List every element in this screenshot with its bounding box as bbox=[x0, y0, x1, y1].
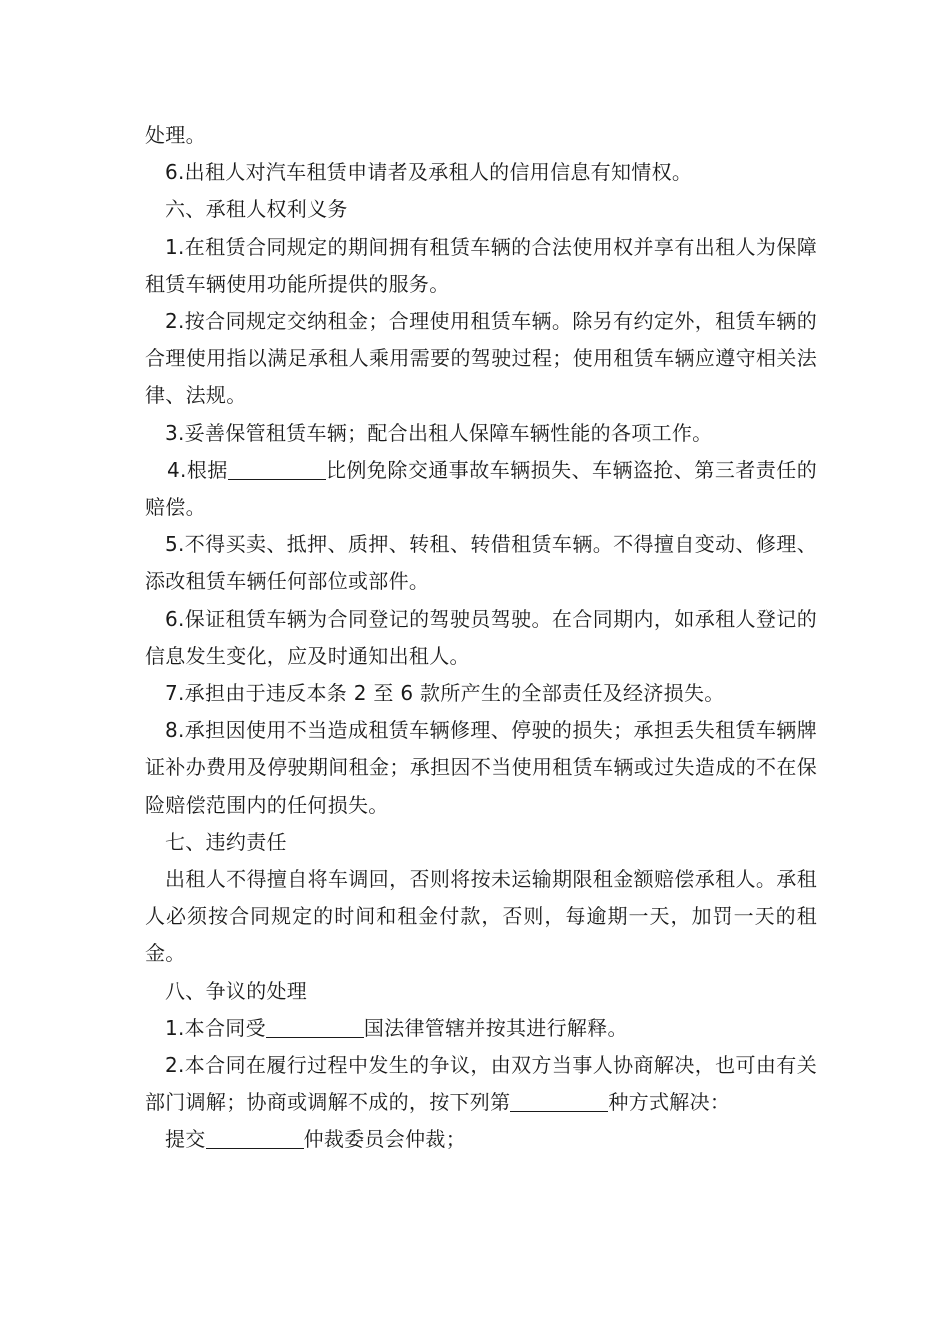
lessee-clause-3: 3.妥善保管租赁车辆；配合出租人保障车辆性能的各项工作。 bbox=[165, 420, 713, 445]
arbitration-suffix: 仲裁委员会仲裁； bbox=[303, 1127, 467, 1152]
dispute-clause-1 bbox=[145, 1010, 817, 1047]
lessee-clause-1: 1.在租赁合同规定的期间拥有租赁车辆的合法使用权并享有出租人为保障租赁车辆使用功能所提供的服务。 bbox=[145, 234, 817, 296]
lessee-clause-4 bbox=[145, 452, 817, 526]
fill-in-blank-ratio[interactable] bbox=[228, 457, 326, 480]
section-heading-liability: 七、违约责任 bbox=[165, 829, 287, 854]
lessor-right-6: 6.出租人对汽车租赁申请者及承租人的信用信息有知情权。 bbox=[165, 160, 693, 185]
dispute-2-prefix: 2.本合同在履行过程中发生的争议，由双方当事人协商解决，也可由有关部门调解；协商或调解不成的，按下列第 bbox=[145, 1053, 817, 1115]
lessee-clause-8: 8.承担因使用不当造成租赁车辆修理、停驶的损失；承担丢失租赁车辆牌证补办费用及停驶期间租金；承担因不当使用租赁车辆或过失造成的不在保险赔偿范围内的任何损失。 bbox=[145, 718, 817, 817]
section-heading-lessee-rights: 六、承租人权利义务 bbox=[165, 197, 348, 222]
dispute-2-suffix: 种方式解决： bbox=[608, 1090, 731, 1115]
lessee-clause-2: 2.按合同规定交纳租金；合理使用租赁车辆。除另有约定外，租赁车辆的合理使用指以满足承租人乘用需要的驾驶过程；使用租赁车辆应遵守相关法律、法规。 bbox=[145, 309, 817, 408]
lessee-clause-7: 7.承担由于违反本条 2 至 6 款所产生的全部责任及经济损失。 bbox=[165, 681, 725, 706]
arbitration-option bbox=[145, 1121, 817, 1158]
paragraph-continuation: 处理。 bbox=[145, 123, 206, 147]
arbitration-prefix: 提交 bbox=[165, 1127, 206, 1152]
dispute-1-prefix: 1.本合同受 bbox=[165, 1015, 266, 1040]
dispute-1-suffix: 国法律管辖并按其进行解释。 bbox=[363, 1015, 628, 1040]
section-heading-disputes: 八、争议的处理 bbox=[165, 978, 308, 1003]
lessee-clause-6: 6.保证租赁车辆为合同登记的驾驶员驾驶。在合同期内，如承租人登记的信息发生变化，应及时通知出租人。 bbox=[145, 606, 817, 668]
fill-in-blank-method[interactable] bbox=[510, 1089, 608, 1112]
fill-in-blank-country[interactable] bbox=[266, 1015, 364, 1038]
clause-4-prefix: 4.根据 bbox=[167, 457, 228, 482]
clause-4-suffix: 比例免除交通事故车辆损失、车辆盗抢、第三者责任的赔偿。 bbox=[145, 457, 817, 520]
fill-in-blank-arbitration[interactable] bbox=[206, 1126, 304, 1149]
document-body bbox=[145, 117, 817, 1159]
lessee-clause-5: 5.不得买卖、抵押、质押、转租、转借租赁车辆。不得擅自变动、修理、添改租赁车辆任何部位或部件。 bbox=[145, 532, 817, 594]
dispute-clause-2 bbox=[145, 1047, 817, 1121]
liability-paragraph: 出租人不得擅自将车调回，否则将按未运输期限租金额赔偿承租人。承租人必须按合同规定的时间和租金付款，否则，每逾期一天，加罚一天的租金。 bbox=[145, 867, 817, 966]
